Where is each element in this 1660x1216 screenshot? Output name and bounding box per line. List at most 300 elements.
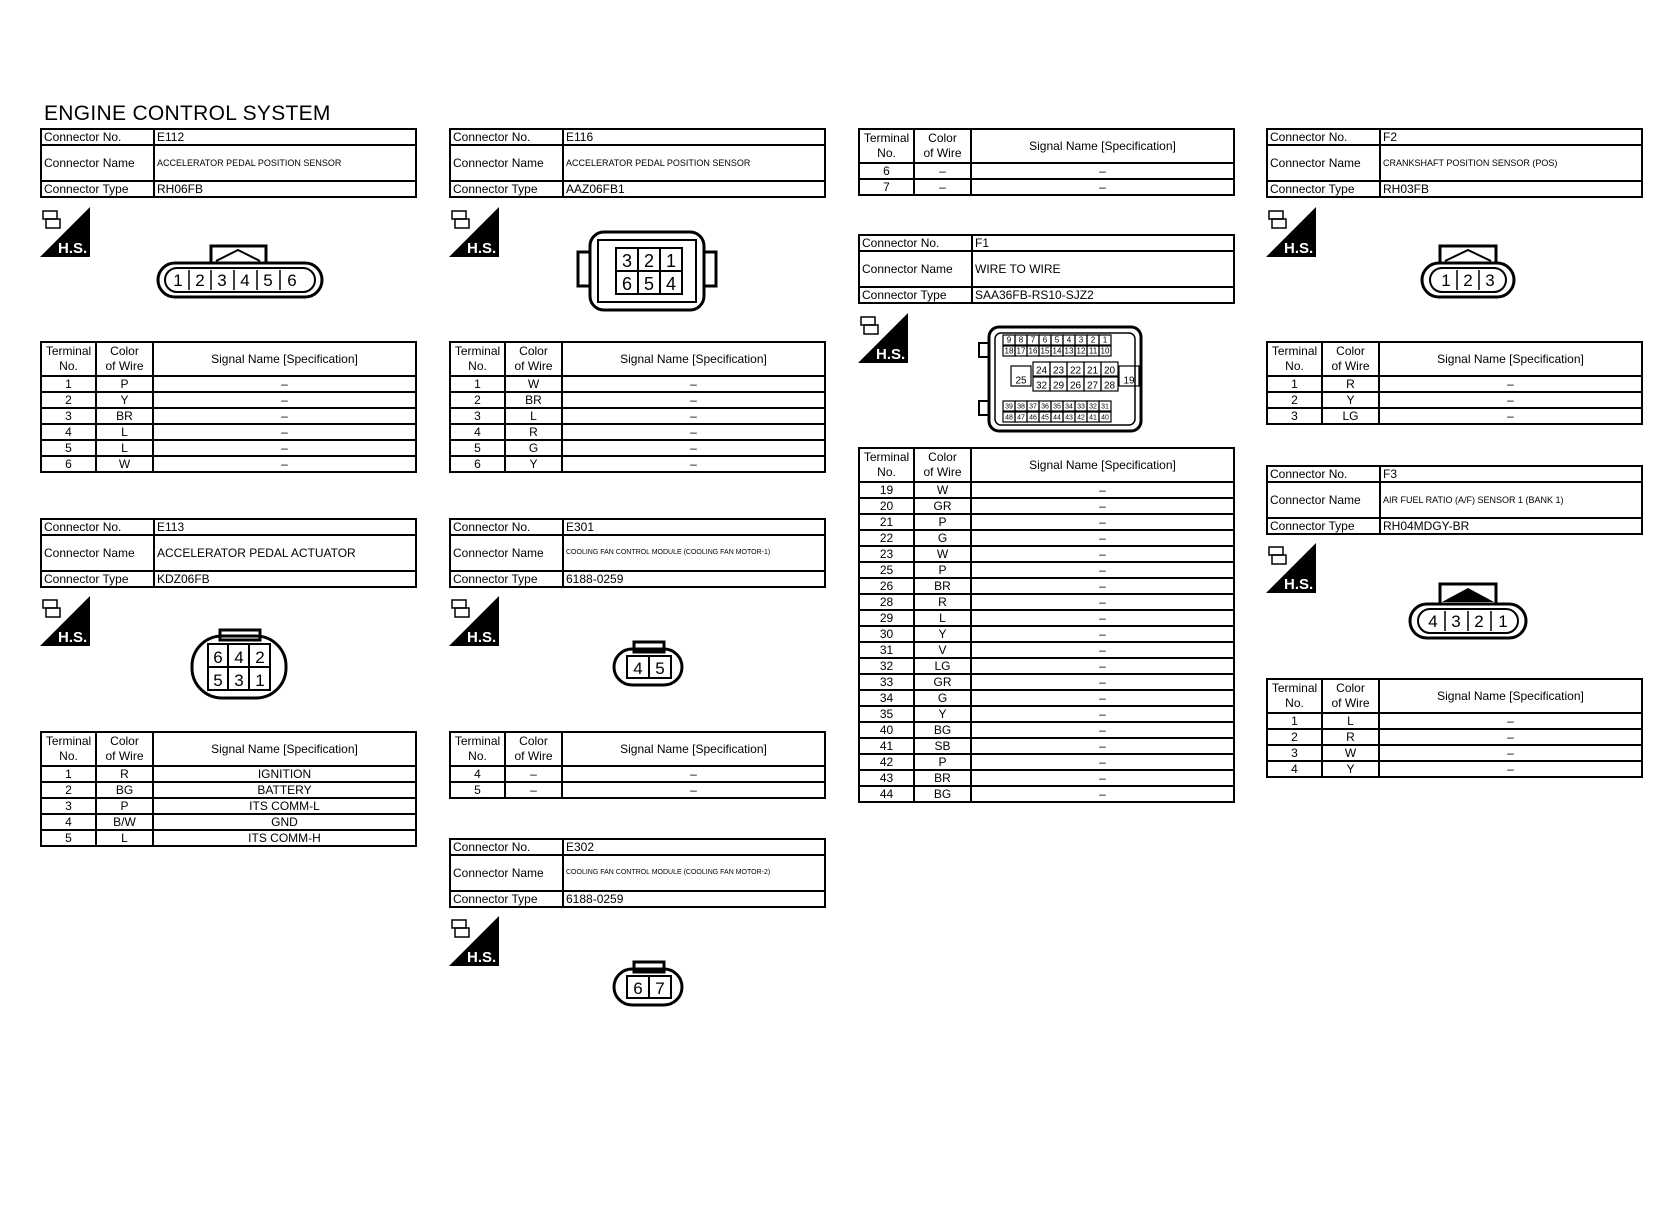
cavity-number: 46 [1029, 414, 1037, 422]
terminal-no-cell: 5 [41, 830, 96, 846]
color-of-wire-header: Color of Wire [914, 448, 971, 482]
connector-name-value: COOLING FAN CONTROL MODULE (COOLING FAN MOTOR-2) [563, 855, 825, 891]
cavity-number: 41 [1089, 414, 1097, 422]
wire-color-cell: W [914, 546, 971, 562]
signal-name-cell: – [562, 392, 825, 408]
wire-color-cell: P [914, 514, 971, 530]
connector-name-value: CRANKSHAFT POSITION SENSOR (POS) [1380, 145, 1642, 181]
connector-f2-terminal-table [1266, 341, 1643, 425]
terminal-no-cell: 2 [1267, 392, 1322, 408]
table-row [41, 830, 416, 846]
terminal-no-header: Terminal No. [450, 732, 505, 766]
cavity-number: 34 [1065, 403, 1073, 411]
svg-text:H.S.: H.S. [876, 346, 906, 363]
cavity-number: 38 [1017, 403, 1025, 411]
terminal-no-cell: 3 [41, 798, 96, 814]
label-connector-name: Connector Name [41, 145, 154, 181]
terminal-table-header [1267, 342, 1642, 376]
signal-name-cell: – [153, 408, 416, 424]
wire-color-cell: BG [914, 786, 971, 802]
table-row [1267, 729, 1642, 745]
svg-text:3: 3 [234, 671, 244, 690]
wire-color-cell: – [505, 782, 562, 798]
table-row [859, 610, 1234, 626]
connector-f1-header [858, 234, 1235, 304]
terminal-no-header: Terminal No. [1267, 679, 1322, 713]
signal-name-cell: – [971, 562, 1234, 578]
svg-text:1: 1 [255, 671, 265, 690]
label-connector-type: Connector Type [1267, 518, 1380, 534]
terminal-no-cell: 2 [41, 392, 96, 408]
connector-name-value: WIRE TO WIRE [972, 251, 1234, 287]
wire-color-cell: G [914, 530, 971, 546]
label-connector-type: Connector Type [1267, 181, 1380, 197]
cavity-number: 8 [1018, 335, 1024, 345]
table-row [1267, 745, 1642, 761]
cavity-number: 24 [1035, 365, 1048, 377]
signal-name-cell: – [971, 674, 1234, 690]
cavity-number: 31 [1101, 403, 1109, 411]
svg-text:6: 6 [287, 271, 297, 290]
terminal-table-header [859, 129, 1234, 163]
table-row [450, 376, 825, 392]
svg-text:2: 2 [1474, 612, 1484, 631]
signal-name-cell: – [562, 376, 825, 392]
signal-name-cell: ITS COMM-L [153, 798, 416, 814]
connector-type-value: SAA36FB-RS10-SJZ2 [972, 287, 1234, 303]
signal-name-cell: – [971, 626, 1234, 642]
terminal-no-cell: 3 [1267, 745, 1322, 761]
terminal-no-cell: 2 [1267, 729, 1322, 745]
terminal-no-header: Terminal No. [859, 448, 914, 482]
terminal-table-header [41, 732, 416, 766]
connector-f1-terminal-table [858, 447, 1235, 803]
terminal-no-cell: 42 [859, 754, 914, 770]
wire-color-cell: L [914, 610, 971, 626]
signal-name-cell: – [1379, 729, 1642, 745]
signal-name-cell: – [971, 163, 1234, 179]
svg-text:3: 3 [1485, 271, 1495, 290]
table-row [859, 642, 1234, 658]
svg-text:H.S.: H.S. [1284, 240, 1314, 257]
signal-name-cell: – [971, 546, 1234, 562]
cavity-number: 12 [1076, 346, 1086, 356]
terminal-table-header [1267, 679, 1642, 713]
table-row [450, 424, 825, 440]
signal-name-cell: – [1379, 713, 1642, 729]
cavity-number: 26 [1069, 380, 1082, 392]
svg-text:H.S.: H.S. [58, 629, 88, 646]
svg-text:H.S.: H.S. [467, 240, 497, 257]
cavity-number: 16 [1028, 346, 1038, 356]
table-row [859, 770, 1234, 786]
terminal-no-cell: 5 [450, 440, 505, 456]
label-connector-no: Connector No. [450, 129, 563, 145]
table-row [859, 546, 1234, 562]
table-row [859, 179, 1234, 195]
svg-text:4: 4 [240, 271, 250, 290]
terminal-no-cell: 41 [859, 738, 914, 754]
connector-name-value: ACCELERATOR PEDAL ACTUATOR [154, 535, 416, 571]
table-row [450, 408, 825, 424]
wire-color-cell: – [914, 179, 971, 195]
terminal-no-header: Terminal No. [1267, 342, 1322, 376]
terminal-no-cell: 6 [859, 163, 914, 179]
wire-color-cell: GR [914, 498, 971, 514]
svg-text:3: 3 [621, 251, 633, 271]
table-row [41, 440, 416, 456]
svg-text:6: 6 [633, 979, 643, 998]
terminal-no-cell: 1 [41, 376, 96, 392]
signal-name-header: Signal Name [Specification] [971, 448, 1234, 482]
signal-name-cell: – [971, 610, 1234, 626]
cavity-number: 32 [1035, 380, 1048, 392]
signal-name-cell: – [562, 766, 825, 782]
connector-e301-header [449, 518, 826, 588]
color-of-wire-header: Color of Wire [1322, 342, 1379, 376]
color-of-wire-header: Color of Wire [505, 732, 562, 766]
cavity-number: 37 [1029, 403, 1037, 411]
cavity-number: 32 [1089, 403, 1097, 411]
connector-e301-diagram [612, 640, 686, 693]
connector-e302-header [449, 838, 826, 908]
color-of-wire-header: Color of Wire [1322, 679, 1379, 713]
connector-f3-header [1266, 465, 1643, 535]
signal-name-cell: – [971, 530, 1234, 546]
connector-no-value: F2 [1380, 129, 1642, 145]
wire-color-cell: R [914, 594, 971, 610]
wire-color-cell: R [505, 424, 562, 440]
terminal-no-cell: 1 [1267, 376, 1322, 392]
label-connector-no: Connector No. [450, 839, 563, 855]
signal-name-cell: BATTERY [153, 782, 416, 798]
wire-color-cell: W [505, 376, 562, 392]
signal-name-cell: – [971, 658, 1234, 674]
signal-name-cell: – [971, 738, 1234, 754]
connector-type-value: RH04MDGY-BR [1380, 518, 1642, 534]
connector-e116-diagram [576, 230, 720, 319]
signal-name-cell: – [1379, 376, 1642, 392]
signal-name-cell: ITS COMM-H [153, 830, 416, 846]
table-row [859, 738, 1234, 754]
connector-e113-header [40, 518, 417, 588]
color-of-wire-header: Color of Wire [96, 342, 153, 376]
wire-color-cell: W [1322, 745, 1379, 761]
svg-text:1: 1 [1498, 612, 1508, 631]
table-row [859, 722, 1234, 738]
signal-name-header: Signal Name [Specification] [971, 129, 1234, 163]
svg-text:5: 5 [263, 271, 273, 290]
connector-type-value: KDZ06FB [154, 571, 416, 587]
wire-color-cell: L [96, 424, 153, 440]
terminal-no-cell: 1 [1267, 713, 1322, 729]
table-row [859, 626, 1234, 642]
cavity-number: 6 [1042, 335, 1048, 345]
svg-text:2: 2 [195, 271, 205, 290]
label-connector-no: Connector No. [1267, 129, 1380, 145]
table-row [1267, 761, 1642, 777]
terminal-no-cell: 1 [41, 766, 96, 782]
terminal-no-cell: 4 [1267, 761, 1322, 777]
connector-name-value: AIR FUEL RATIO (A/F) SENSOR 1 (BANK 1) [1380, 482, 1642, 518]
connector-no-value: E302 [563, 839, 825, 855]
wire-color-cell: BG [96, 782, 153, 798]
terminal-no-cell: 6 [41, 456, 96, 472]
cavity-number: 27 [1086, 380, 1099, 392]
cavity-number: 39 [1005, 403, 1013, 411]
cavity-number: 22 [1069, 365, 1082, 377]
label-connector-name: Connector Name [41, 535, 154, 571]
label-connector-type: Connector Type [450, 891, 563, 907]
table-row [41, 456, 416, 472]
label-connector-no: Connector No. [41, 129, 154, 145]
cavity-number: 42 [1077, 414, 1085, 422]
table-row [859, 514, 1234, 530]
svg-text:4: 4 [633, 659, 643, 678]
svg-text:1: 1 [173, 271, 183, 290]
cavity-number: 23 [1052, 365, 1065, 377]
signal-name-cell: – [153, 456, 416, 472]
svg-text:7: 7 [655, 979, 665, 998]
wire-color-cell: Y [505, 456, 562, 472]
signal-name-header: Signal Name [Specification] [153, 342, 416, 376]
terminal-no-cell: 29 [859, 610, 914, 626]
connector-type-value: RH03FB [1380, 181, 1642, 197]
terminal-no-cell: 4 [41, 814, 96, 830]
table-row [41, 766, 416, 782]
table-row [859, 498, 1234, 514]
signal-name-cell: – [562, 782, 825, 798]
wire-color-cell: LG [1322, 408, 1379, 424]
connector-e116-header [449, 128, 826, 198]
wire-color-cell: L [96, 440, 153, 456]
terminal-no-cell: 31 [859, 642, 914, 658]
svg-text:4: 4 [665, 274, 677, 294]
harness-side-icon [449, 207, 499, 257]
terminal-no-cell: 23 [859, 546, 914, 562]
terminal-no-cell: 22 [859, 530, 914, 546]
color-of-wire-header: Color of Wire [914, 129, 971, 163]
signal-name-cell: – [971, 578, 1234, 594]
table-row [450, 456, 825, 472]
signal-name-cell: – [971, 642, 1234, 658]
cavity-number: 2 [1090, 335, 1096, 345]
wire-color-cell: BR [505, 392, 562, 408]
label-connector-no: Connector No. [41, 519, 154, 535]
connector-e112-terminal-table [40, 341, 417, 473]
signal-name-cell: – [562, 456, 825, 472]
signal-name-cell: – [971, 706, 1234, 722]
connector-type-value: 6188-0259 [563, 891, 825, 907]
svg-text:4: 4 [234, 648, 244, 667]
harness-side-icon [858, 313, 908, 363]
wire-color-cell: L [96, 830, 153, 846]
cavity-number: 29 [1052, 380, 1065, 392]
cavity-number: 9 [1006, 335, 1012, 345]
connector-e113-diagram [190, 628, 290, 705]
svg-text:2: 2 [255, 648, 265, 667]
table-row [41, 798, 416, 814]
connector-no-value: E112 [154, 129, 416, 145]
signal-name-cell: – [153, 424, 416, 440]
terminal-no-cell: 2 [41, 782, 96, 798]
wire-color-cell: P [96, 376, 153, 392]
wire-color-cell: BR [914, 770, 971, 786]
svg-text:1: 1 [1441, 271, 1451, 290]
connector-e112-header [40, 128, 417, 198]
connector-type-value: 6188-0259 [563, 571, 825, 587]
table-row [859, 163, 1234, 179]
label-connector-name: Connector Name [450, 855, 563, 891]
wire-color-cell: P [914, 754, 971, 770]
label-connector-name: Connector Name [450, 145, 563, 181]
cavity-number: 14 [1052, 346, 1062, 356]
label-connector-name: Connector Name [450, 535, 563, 571]
table-row [450, 392, 825, 408]
harness-side-icon [1266, 207, 1316, 257]
label-connector-type: Connector Type [859, 287, 972, 303]
cavity-number: 3 [1078, 335, 1084, 345]
cavity-number: 4 [1066, 335, 1072, 345]
wire-color-cell: BR [96, 408, 153, 424]
terminal-no-cell: 43 [859, 770, 914, 786]
wire-color-cell: R [96, 766, 153, 782]
terminal-no-cell: 3 [1267, 408, 1322, 424]
terminal-no-cell: 4 [450, 424, 505, 440]
table-row [859, 754, 1234, 770]
svg-text:H.S.: H.S. [58, 240, 88, 257]
wire-color-cell: Y [914, 706, 971, 722]
terminal-no-cell: 20 [859, 498, 914, 514]
cavity-number: 47 [1017, 414, 1025, 422]
terminal-no-cell: 26 [859, 578, 914, 594]
table-row [859, 594, 1234, 610]
terminal-no-header: Terminal No. [41, 732, 96, 766]
cavity-number: 44 [1053, 414, 1061, 422]
svg-text:4: 4 [1428, 612, 1438, 631]
svg-text:5: 5 [655, 659, 665, 678]
cavity-number: 15 [1040, 346, 1050, 356]
svg-text:5: 5 [213, 671, 223, 690]
wire-color-cell: G [505, 440, 562, 456]
terminal-table-header [41, 342, 416, 376]
wire-color-cell: W [914, 482, 971, 498]
terminal-no-cell: 5 [450, 782, 505, 798]
terminal-table-header [450, 732, 825, 766]
harness-side-icon [1266, 543, 1316, 593]
wire-color-cell: Y [96, 392, 153, 408]
terminal-no-cell: 21 [859, 514, 914, 530]
signal-name-header: Signal Name [Specification] [153, 732, 416, 766]
wire-color-cell: GR [914, 674, 971, 690]
label-connector-no: Connector No. [1267, 466, 1380, 482]
table-row [859, 530, 1234, 546]
signal-name-cell: GND [153, 814, 416, 830]
page-title: ENGINE CONTROL SYSTEM [44, 102, 331, 125]
signal-name-cell: – [971, 770, 1234, 786]
svg-text:3: 3 [1451, 612, 1461, 631]
harness-side-icon [40, 596, 90, 646]
wire-color-cell: R [1322, 376, 1379, 392]
wire-color-cell: LG [914, 658, 971, 674]
cavity-number: 43 [1065, 414, 1073, 422]
cavity-number: 48 [1005, 414, 1013, 422]
table-row [859, 674, 1234, 690]
svg-text:6: 6 [621, 274, 633, 294]
signal-name-cell: – [971, 690, 1234, 706]
cavity-number: 33 [1077, 403, 1085, 411]
svg-text:2: 2 [643, 251, 655, 271]
label-connector-name: Connector Name [1267, 482, 1380, 518]
table-row [859, 562, 1234, 578]
signal-name-cell: – [971, 754, 1234, 770]
wire-color-cell: BR [914, 578, 971, 594]
connector-e116-terminal-table [449, 341, 826, 473]
table-row [1267, 392, 1642, 408]
cavity-number: 25 [1015, 375, 1027, 387]
wire-color-cell: B/W [96, 814, 153, 830]
terminal-no-cell: 3 [450, 408, 505, 424]
harness-side-icon [449, 596, 499, 646]
signal-name-cell: IGNITION [153, 766, 416, 782]
wire-color-cell: L [505, 408, 562, 424]
wire-color-cell: V [914, 642, 971, 658]
color-of-wire-header: Color of Wire [96, 732, 153, 766]
cavity-number: 20 [1103, 365, 1116, 377]
cavity-number: 17 [1016, 346, 1026, 356]
connector-no-value: F3 [1380, 466, 1642, 482]
cavity-number: 40 [1101, 414, 1109, 422]
signal-name-cell: – [562, 424, 825, 440]
label-connector-type: Connector Type [450, 571, 563, 587]
svg-text:H.S.: H.S. [467, 949, 497, 966]
table-row [859, 690, 1234, 706]
cavity-number: 36 [1041, 403, 1049, 411]
table-row [859, 482, 1234, 498]
signal-name-cell: – [971, 786, 1234, 802]
terminal-no-header: Terminal No. [41, 342, 96, 376]
label-connector-type: Connector Type [41, 181, 154, 197]
table-row [450, 440, 825, 456]
wire-color-cell: L [1322, 713, 1379, 729]
signal-name-header: Signal Name [Specification] [1379, 679, 1642, 713]
signal-name-header: Signal Name [Specification] [1379, 342, 1642, 376]
signal-name-cell: – [971, 498, 1234, 514]
terminal-no-cell: 2 [450, 392, 505, 408]
signal-name-header: Signal Name [Specification] [562, 342, 825, 376]
table-row [41, 424, 416, 440]
signal-name-cell: – [562, 408, 825, 424]
wire-color-cell: – [914, 163, 971, 179]
table-row [41, 814, 416, 830]
signal-name-cell: – [1379, 745, 1642, 761]
connector-name-value: ACCELERATOR PEDAL POSITION SENSOR [154, 145, 416, 181]
harness-side-icon [40, 207, 90, 257]
signal-name-header: Signal Name [Specification] [562, 732, 825, 766]
connector-f2-diagram [1420, 241, 1518, 306]
terminal-no-cell: 4 [450, 766, 505, 782]
harness-side-icon [449, 916, 499, 966]
terminal-no-cell: 32 [859, 658, 914, 674]
signal-name-cell: – [1379, 392, 1642, 408]
svg-text:H.S.: H.S. [467, 629, 497, 646]
signal-name-cell: – [1379, 761, 1642, 777]
label-connector-no: Connector No. [859, 235, 972, 251]
terminal-no-cell: 40 [859, 722, 914, 738]
table-row [41, 392, 416, 408]
signal-name-cell: – [153, 376, 416, 392]
wire-color-cell: P [914, 562, 971, 578]
